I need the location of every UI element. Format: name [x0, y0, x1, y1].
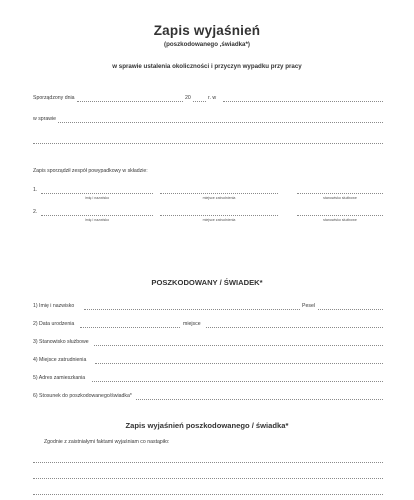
year-suffix: r. w: [208, 95, 217, 101]
name-field[interactable]: [84, 309, 300, 310]
page-subtitle: (poszkodowanego ,świadka*): [164, 41, 250, 48]
statement-line[interactable]: [33, 494, 383, 495]
person-section-heading: POSZKODOWANY / ŚWIADEK*: [151, 278, 263, 287]
case-field-continued[interactable]: [33, 143, 383, 144]
member-1-position-caption: stanowisko służbowe: [323, 196, 357, 200]
member-1-name-caption: imię i nazwisko: [84, 196, 110, 200]
member-1-workplace-field[interactable]: [160, 193, 278, 194]
member-2-name-field[interactable]: [41, 215, 153, 216]
pesel-label: Pesel: [302, 303, 315, 309]
birth-date-field[interactable]: [80, 327, 180, 328]
case-label: w sprawie: [33, 116, 57, 122]
member-2-workplace-field[interactable]: [160, 215, 278, 216]
member-2-position-caption: stanowisko służbowe: [323, 218, 357, 222]
member-1-name-field[interactable]: [41, 193, 153, 194]
member-2-workplace-caption: miejsce zatrudnienia: [202, 218, 236, 222]
team-label: Zapis sporządził zespół powypadkowy w składzie:: [33, 168, 148, 174]
year-field[interactable]: [193, 101, 206, 102]
year-prefix: 20: [185, 95, 191, 101]
date-field[interactable]: [77, 101, 183, 102]
place-field[interactable]: [223, 101, 383, 102]
drawn-up-label: Sporządzony dnia: [33, 95, 75, 101]
position-label: 3) Stanowisko służbowe: [33, 339, 89, 345]
member-1-position-field[interactable]: [297, 193, 383, 194]
birth-place-label: miejsce: [183, 321, 201, 327]
member-number: 2.: [33, 209, 38, 215]
statement-heading: Zapis wyjaśnień poszkodowanego / świadka*: [125, 421, 289, 430]
page-title: Zapis wyjaśnień: [153, 23, 261, 38]
member-1-workplace-caption: miejsce zatrudnienia: [202, 196, 236, 200]
workplace-field[interactable]: [95, 363, 383, 364]
case-field[interactable]: [58, 122, 383, 123]
statement-line[interactable]: [33, 462, 383, 463]
statement-line[interactable]: [33, 478, 383, 479]
workplace-label: 4) Miejsce zatrudnienia: [33, 357, 87, 363]
member-number: 1.: [33, 187, 38, 193]
pesel-field[interactable]: [318, 309, 383, 310]
birth-date-label: 2) Data urodzenia: [33, 321, 75, 327]
statement-intro: Zgodnie z zaistniałymi faktami wyjaśniam co nastąpiło:: [44, 439, 170, 445]
subject-line: w sprawie ustalenia okoliczności i przyczyn wypadku przy pracy: [112, 63, 302, 70]
address-field[interactable]: [92, 381, 383, 382]
member-2-position-field[interactable]: [297, 215, 383, 216]
birth-place-field[interactable]: [206, 327, 383, 328]
name-label: 1) Imię i nazwisko: [33, 303, 75, 309]
member-2-name-caption: imię i nazwisko: [84, 218, 110, 222]
relation-label: 6) Stosunek do poszkodowanego/świadka*: [33, 393, 132, 399]
relation-field[interactable]: [136, 399, 383, 400]
position-field[interactable]: [94, 345, 383, 346]
address-label: 5) Adres zamieszkania: [33, 375, 86, 381]
